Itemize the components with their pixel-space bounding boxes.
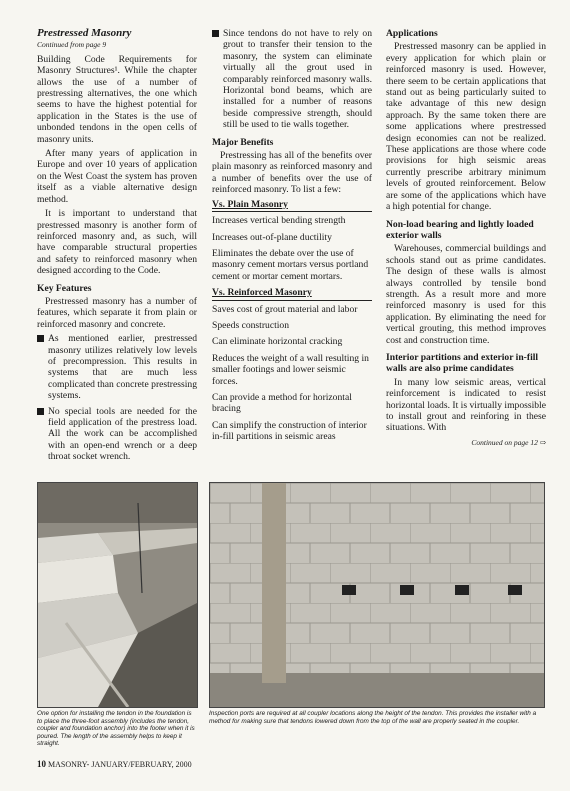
- bullet-item: [37, 406, 197, 463]
- block-wall-illustration: [210, 483, 544, 707]
- continued-on-note: Continued on page 12 ⇨: [471, 437, 546, 447]
- article-kicker: Prestressed Masonry: [37, 27, 132, 39]
- bullet-text: As mentioned earlier, prestressed masonry utilizes relatively low levels of precompression. This results in systems that are much less complicated than concrete prestressing systems.: [48, 333, 197, 402]
- table-heading-vs-reinforced: Vs. Reinforced Masonry: [212, 287, 372, 300]
- list-item: Can simplify the construction of interior in-fill partitions in seismic areas: [212, 419, 367, 443]
- bullet-square-icon: [37, 408, 44, 415]
- publication-line: MASONRY- JANUARY/FEBRUARY, 2000: [48, 760, 192, 769]
- photo-caption-left: One option for installing the tendon in the foundation is to place the three-foot assembly (includes the tendon, coupler and foundation anchor) into the footer when it is poured. The length of the assembly helps to keep it straight.: [37, 710, 195, 748]
- section-heading-key-features: Key Features: [37, 282, 92, 294]
- paragraph: After many years of application in Europe and over 10 years of application on the West Coast the system has proven itself as a viable alternative design method.: [37, 148, 197, 205]
- section-heading-nonload: Non-load bearing and lightly loaded exterior walls: [386, 218, 534, 241]
- paragraph: Prestressed masonry has a number of features, which separate it from plain or reinforced masonry and concrete.: [37, 295, 197, 330]
- column-1: [37, 28, 197, 467]
- list-item: Increases vertical bending strength: [212, 215, 346, 227]
- paragraph: Prestressed masonry can be applied in every application for which plain or reinforced masonry is used. However, there seem to be certain applications that stand out as being particularly suited to take advantage of this new design approach. By the same token there are some applications where prestressed design economies can not be realized. These applications are those where code provisions for high seismic areas currently prescribe arbitrary minimum levels of grouted reinforcement. Below are some of the applications which have a high potential for change.: [386, 41, 546, 213]
- bullet-square-icon: [212, 30, 219, 37]
- list-item: Eliminates the debate over the use of masonry cement mortars versus portland cement or mortar cement mortars.: [212, 247, 369, 282]
- benefits-list-plain: [212, 215, 372, 282]
- paragraph: In many low seismic areas, vertical reinforcement is indicated to resist horizontal loads. It is virtually impossible to install grout and reinforing in these situations. With: [386, 376, 546, 434]
- foundation-photo-illustration: [38, 483, 197, 707]
- table-heading-vs-plain: Vs. Plain Masonry: [212, 199, 372, 212]
- list-item: Can provide a method for horizontal bracing: [212, 391, 352, 415]
- list-item: Can eliminate horizontal cracking: [212, 336, 343, 348]
- list-item: Increases out-of-plane ductility: [212, 231, 332, 243]
- paragraph: Building Code Requirements for Masonry Structures¹. While the chapter allows the use of a number of prestressing alternatives, the one which seems to have the highest potential for application in the States is the use of unbonded tendons in the open cells of masonry units.: [37, 53, 197, 145]
- bullet-item: [212, 28, 372, 131]
- arrow-right-icon: ⇨: [539, 437, 546, 447]
- list-item: Saves cost of grout material and labor: [212, 303, 358, 315]
- column-3: [386, 28, 546, 448]
- section-heading-applications: Applications: [386, 28, 438, 39]
- benefits-list-reinforced: [212, 304, 372, 443]
- photo-caption-right: Inspection ports are required at all coupler locations along the height of the tendon. This provides the installer with a method for making sure that tendons lowered down from the top of the wall are properly seated in the coupler.: [209, 710, 537, 725]
- paragraph: It is important to understand that prestressed masonry is another form of reinforced masonry and, as such, will have comparable structural properties and safety to reinforced masonry when designed according to the Code.: [37, 208, 197, 277]
- paragraph: Warehouses, commercial buildings and schools stand out as prime candidates. The design of these walls is almost always controlled by tensile bond strength. As a result more and more reinforced masonry is used for this application. By eliminating the need for vertical grouting, this method improves cost and construction time.: [386, 243, 546, 346]
- bullet-text: Since tendons do not have to rely on grout to transfer their tension to the masonry, the system can eliminate virtually all the grout used in comparably reinforced masonry walls. Horizontal bond beams, which are installed for a number of reasons beside compressive strength, should still be used to tie walls together.: [223, 28, 372, 131]
- page-number: 10: [37, 759, 46, 769]
- page-footer: [37, 759, 192, 769]
- column-2: [212, 28, 372, 448]
- bullet-item: [37, 333, 197, 401]
- section-heading-major-benefits: Major Benefits: [212, 136, 274, 148]
- paragraph: Prestressing has all of the benefits over plain masonry as reinforced masonry and a number of benefits over the use of reinforced masonry. To list a few:: [212, 150, 372, 196]
- bullet-square-icon: [37, 335, 44, 342]
- section-heading-interior: Interior partitions and exterior in-fill walls are also prime candidates: [386, 351, 539, 375]
- list-item: Speeds construction: [212, 319, 290, 331]
- inspection-ports-photo: [209, 482, 545, 708]
- list-item: Reduces the weight of a wall resulting in smaller footings and lower seismic forces.: [212, 352, 369, 387]
- bullet-text: No special tools are needed for the field application of the prestress load. All the work can be accomplished with an open-end wrench or a deep throat socket wrench.: [48, 405, 197, 463]
- foundation-tendon-photo: [37, 482, 198, 708]
- continued-from-note: Continued from page 9: [37, 40, 107, 50]
